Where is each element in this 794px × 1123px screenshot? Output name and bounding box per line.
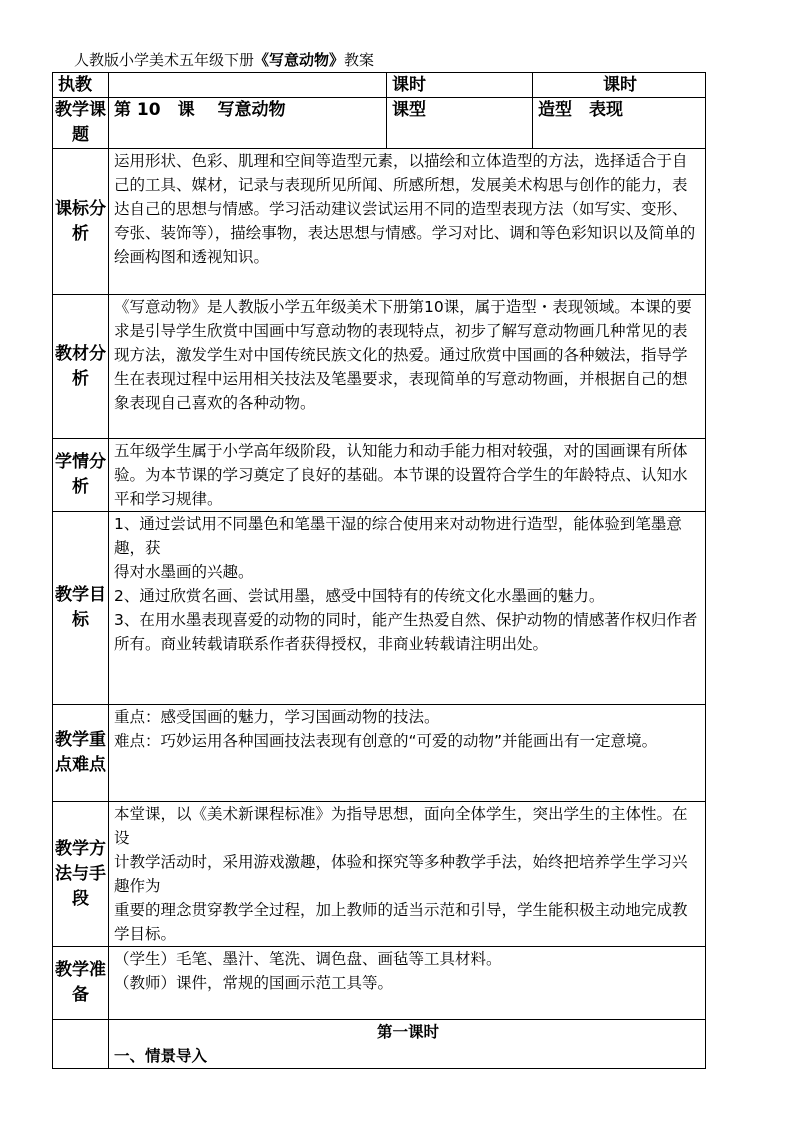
methods-label: 教学方法与手段 (53, 802, 109, 947)
textbook-analysis-label: 教材分析 (53, 295, 109, 439)
preparation-label: 教学准备 (53, 947, 109, 1020)
executor-value (109, 73, 387, 98)
title-suffix: 教案 (344, 51, 375, 69)
textbook-analysis-row (53, 295, 706, 439)
preparation-text (109, 947, 706, 1020)
title-lesson-name: 《写意动物》 (254, 51, 345, 69)
paragraph: 本堂课，以《美术新课程标准》为指导思想，面向全体学生，突出学生的主体性。在设 (114, 805, 688, 847)
topic-value: 第 10 课 写意动物 (109, 98, 387, 149)
teaching-goals-label: 教学目标 (53, 512, 109, 705)
preparation-row (53, 947, 706, 1020)
student-analysis-text (109, 439, 706, 512)
document-title (74, 50, 374, 70)
curriculum-analysis-text (109, 149, 706, 295)
textbook-analysis-text (109, 295, 706, 439)
paragraph: 重要的理念贯穿教学全过程，加上教师的适当示范和引导，学生能积极主动地完成教学目标。 (114, 901, 688, 943)
methods-row (53, 802, 706, 947)
paragraph: 3、在用水墨表现喜爱的动物的同时，能产生热爱自然、保护动物的情感著作权归作者所有。商业转载请联系作者获得授权，非商业转载请注明出处。 (114, 611, 698, 653)
first-period-label-cell (53, 1020, 109, 1069)
first-period-row (53, 1020, 706, 1069)
lesson-type-label: 课型 (387, 98, 533, 149)
methods-text (109, 802, 706, 947)
topic-label: 教学课题 (53, 98, 109, 149)
lesson-type-value: 造型 表现 (533, 98, 706, 149)
header-row (53, 73, 706, 98)
paragraph: 难点：巧妙运用各种国画技法表现有创意的“可爱的动物”并能画出有一定意境。 (114, 732, 658, 750)
teaching-goals-text (109, 512, 706, 705)
paragraph: 运用形状、色彩、肌理和空间等造型元素，以描绘和立体造型的方法，选择适合于自己的工具、媒材，记录与表现所见所闻、所感所想，发展美术构思与创作的能力，表达自己的思想与情感。学习活动建议尝试运用不同的造型表现方法（如写实、变形、夸张、装饰等），描绘事物，表达思想与情感。学习对比、调和等色彩知识以及简单的绘画构图和透视知识。 (114, 152, 696, 266)
paragraph: 《写意动物》是人教版小学五年级美术下册第10课，属于造型・表现领域。本课的要求是引导学生欣赏中国画中写意动物的表现特点，初步了解写意动物画几种常见的表现方法，激发学生对中国传统民族文化的热爱。通过欣赏中国画的各种皴法，指导学生在表现过程中运用相关技法及笔墨要求，表现简单的写意动物画，并根据自己的想象表现自己喜欢的各种动物。 (114, 298, 692, 412)
first-period-heading: 第一课时 (376, 1023, 439, 1041)
paragraph: 1、通过尝试用不同墨色和笔墨干湿的综合使用来对动物进行造型，能体验到笔墨意趣，获 (114, 515, 682, 557)
student-analysis-label: 学情分析 (53, 439, 109, 512)
period-label: 课时 (387, 73, 533, 98)
title-prefix: 人教版小学美术五年级下册 (74, 51, 255, 69)
period-value: 课时 (533, 73, 706, 98)
paragraph: （教师）课件，常规的国画示范工具等。 (114, 974, 394, 992)
teaching-goals-row (53, 512, 706, 705)
key-points-row (53, 705, 706, 802)
paragraph: 得对水墨画的兴趣。 (114, 563, 254, 581)
paragraph: 2、通过欣赏名画、尝试用墨，感受中国特有的传统文化水墨画的魅力。 (114, 587, 605, 605)
curriculum-analysis-row (53, 149, 706, 295)
executor-label: 执教 (53, 73, 109, 98)
key-points-label: 教学重点难点 (53, 705, 109, 802)
key-points-text (109, 705, 706, 802)
paragraph: 重点：感受国画的魅力，学习国画动物的技法。 (114, 708, 440, 726)
lesson-plan-table (52, 72, 706, 1069)
topic-row (53, 98, 706, 149)
curriculum-analysis-label: 课标分析 (53, 149, 109, 295)
section-heading: 一、情景导入 (114, 1047, 208, 1065)
paragraph: （学生）毛笔、墨汁、笔洗、调色盘、画毡等工具材料。 (114, 950, 502, 968)
paragraph: 五年级学生属于小学高年级阶段，认知能力和动手能力相对较强，对的国画课有所体验。为本节课的学习奠定了良好的基础。本节课的设置符合学生的年龄特点、认知水平和学习规律。 (114, 442, 688, 508)
student-analysis-row (53, 439, 706, 512)
first-period-content (109, 1020, 706, 1069)
paragraph: 计教学活动时，采用游戏激趣，体验和探究等多种教学手法，始终把培养学生学习兴趣作为 (114, 853, 688, 895)
